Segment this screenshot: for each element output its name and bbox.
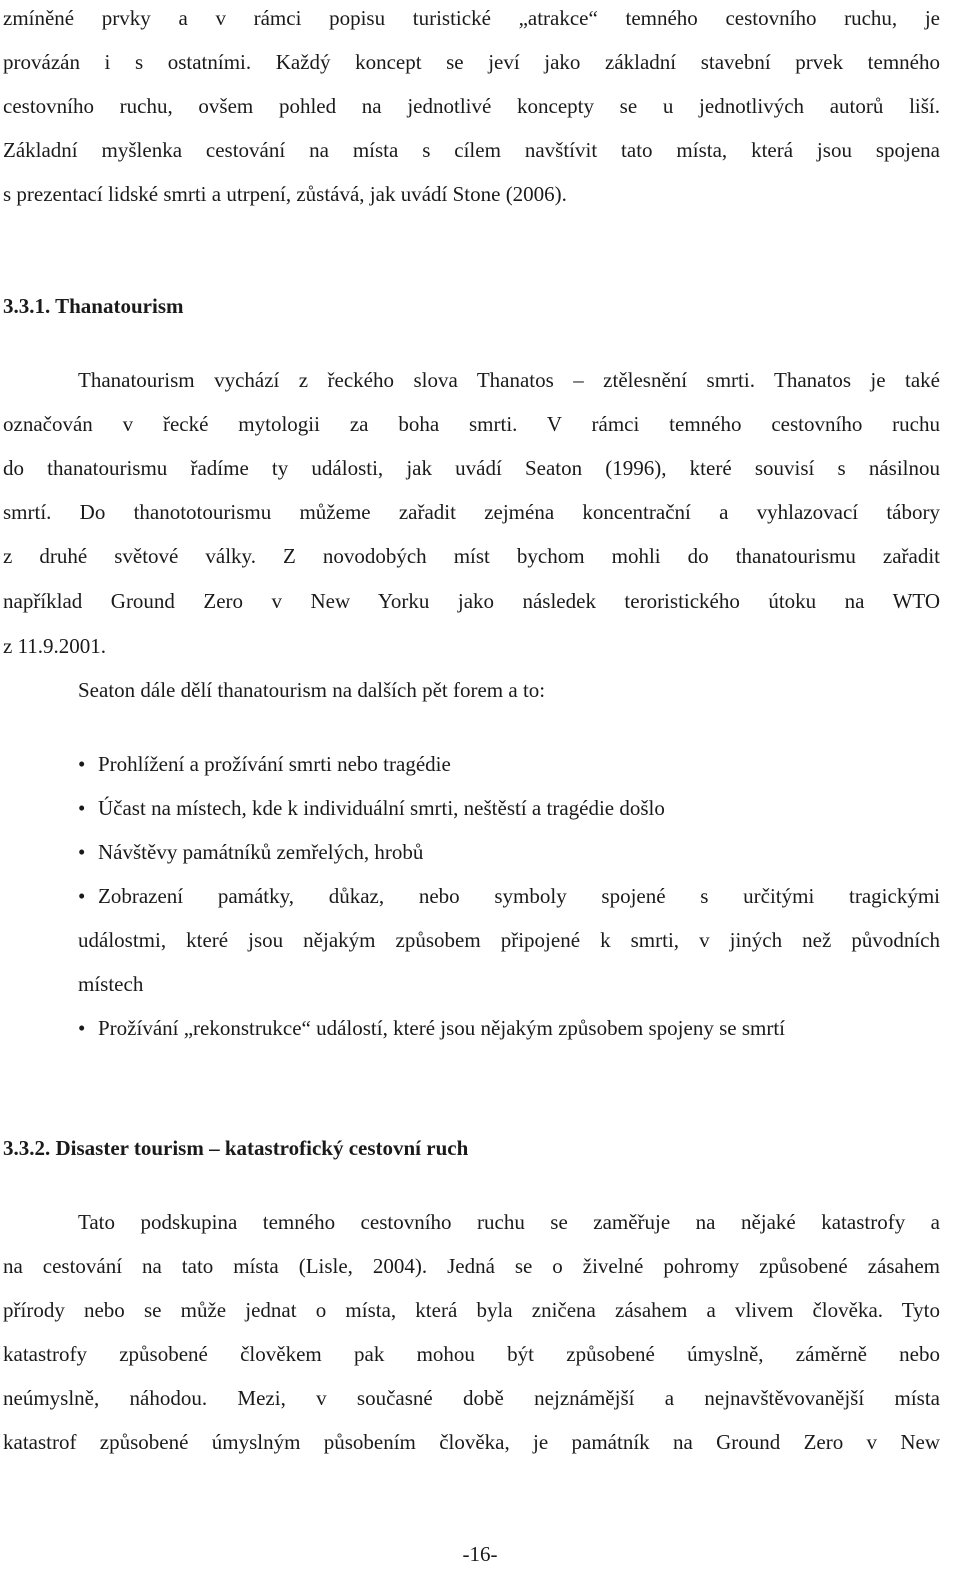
text-line: katastrof způsobené úmyslným působením člověka, je památník na Ground Zero v New (3, 1430, 940, 1454)
list-item: Prožívání „rekonstrukce“ událostí, které jsou nějakým způsobem spojeny se smrtí (98, 1016, 786, 1040)
bullet-icon: • (78, 840, 86, 864)
bullet-icon: • (78, 1016, 86, 1040)
text-line: provázán i s ostatními. Každý koncept se jeví jako základní stavební prvek temného (3, 50, 940, 74)
text-line: označován v řecké mytologii za boha smrti. V rámci temného cestovního ruchu (3, 412, 940, 436)
text-line: cestovního ruchu, ovšem pohled na jednotlivé koncepty se u jednotlivých autorů liší. (3, 94, 940, 118)
text-line: neúmyslně, náhodou. Mezi, v současné době nejznámější a nejnavštěvovanější místa (3, 1386, 940, 1410)
section-heading: 3.3.2. Disaster tourism – katastrofický cestovní ruch (3, 1136, 469, 1160)
list-item: Zobrazení památky, důkaz, nebo symboly spojené s určitými tragickými (98, 884, 940, 908)
bullet-icon: • (78, 884, 86, 908)
list-intro-line: Seaton dále dělí thanatourism na dalších pět forem a to: (78, 678, 546, 702)
bullet-icon: • (78, 796, 86, 820)
list-item-continuation: událostmi, které jsou nějakým způsobem připojené k smrti, v jiných než původních (78, 928, 940, 952)
list-item-continuation: místech (78, 972, 144, 996)
text-line: na cestování na tato místa (Lisle, 2004). Jedná se o živelné pohromy způsobené zásahem (3, 1254, 940, 1278)
text-line: s prezentací lidské smrti a utrpení, zůstává, jak uvádí Stone (2006). (3, 182, 567, 206)
list-item: Návštěvy památníků zemřelých, hrobů (98, 840, 424, 864)
text-line: do thanatourismu řadíme ty události, jak uvádí Seaton (1996), které souvisí s násilnou (3, 456, 940, 480)
section-heading: 3.3.1. Thanatourism (3, 294, 184, 318)
text-line: smrtí. Do thanototourismu můžeme zařadit zejména koncentrační a vyhlazovací tábory (3, 500, 940, 524)
page-number: -16- (462, 1542, 498, 1566)
text-line: například Ground Zero v New Yorku jako následek teroristického útoku na WTO (3, 589, 940, 613)
text-line: z druhé světové války. Z novodobých míst bychom mohli do thanatourismu zařadit (3, 544, 940, 568)
text-line: zmíněné prvky a v rámci popisu turistické „atrakce“ temného cestovního ruchu, je (3, 6, 940, 30)
text-line: z 11.9.2001. (3, 634, 107, 658)
text-line: přírody nebo se může jednat o místa, která byla zničena zásahem a vlivem člověka. Tyto (3, 1298, 940, 1322)
text-line: katastrofy způsobené člověkem pak mohou být způsobené úmyslně, záměrně nebo (3, 1342, 940, 1366)
text-line: Tato podskupina temného cestovního ruchu se zaměřuje na nějaké katastrofy a (78, 1210, 940, 1234)
list-item: Prohlížení a prožívání smrti nebo tragédie (98, 752, 451, 776)
bullet-icon: • (78, 752, 86, 776)
list-item: Účast na místech, kde k individuální smrti, neštěstí a tragédie došlo (98, 796, 665, 820)
text-line: Základní myšlenka cestování na místa s cílem navštívit tato místa, která jsou spojena (3, 138, 940, 162)
text-line: Thanatourism vychází z řeckého slova Thanatos – ztělesnění smrti. Thanatos je také (78, 368, 940, 392)
